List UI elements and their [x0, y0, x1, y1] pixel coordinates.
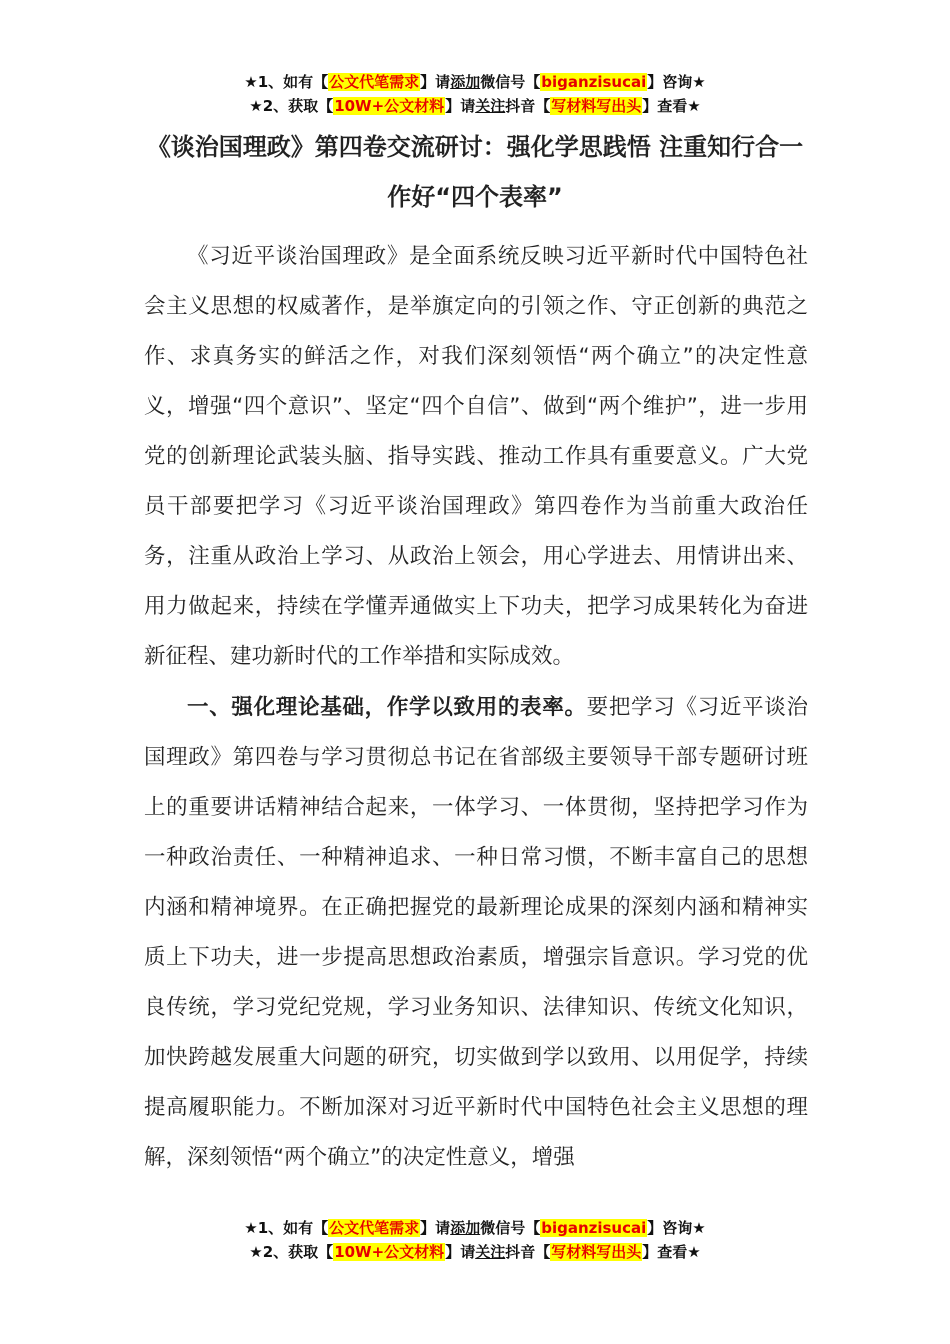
banner-text: 】请: [420, 1219, 451, 1237]
highlight-wechat-id: biganzisucai: [541, 73, 647, 91]
banner-text: 】请: [445, 97, 476, 115]
banner-line-2: [0, 94, 950, 118]
banner-text: 】请: [445, 1243, 476, 1261]
section-1-paragraph: [144, 683, 808, 1183]
banner-line-1: [0, 70, 950, 94]
highlight-materials: 10W+公文材料: [334, 1243, 445, 1261]
highlight-douyin-account: 写材料写出头: [551, 97, 642, 115]
banner-text: 微信号【: [480, 73, 541, 91]
banner-text: 抖音【: [505, 97, 551, 115]
highlight-ghostwriting: 公文代笔需求: [329, 73, 420, 91]
section-1-body: 要把学习《习近平谈治国理政》第四卷与学习贯彻总书记在省部级主要领导干部专题研讨班上的重要讲话精神结合起来，一体学习、一体贯彻，坚持把学习作为一种政治责任、一种精神追求、一种日常习惯，不断丰富自己的思想内涵和精神境界。在正确把握党的最新理论成果的深刻内涵和精神实质上下功夫，进一步提高思想政治素质，增强宗旨意识。学习党的优良传统，学习党纪党规，学习业务知识、法律知识、传统文化知识，加快跨越发展重大问题的研究，切实做到学以致用、以用促学，持续提高履职能力。不断加深对习近平新时代中国特色社会主义思想的理解，深刻领悟“两个确立”的决定性意义，增强: [144, 695, 808, 1170]
highlight-materials: 10W+公文材料: [334, 97, 445, 115]
banner-text: 抖音【: [505, 1243, 551, 1261]
banner-line-2: [0, 1240, 950, 1264]
banner-underlined-text: 添加: [450, 1219, 481, 1237]
banner-text: 微信号【: [480, 1219, 541, 1237]
banner-underlined-text: 关注: [475, 97, 506, 115]
banner-underlined-text: 关注: [475, 1243, 506, 1261]
intro-paragraph: 《习近平谈治国理政》是全面系统反映习近平新时代中国特色社会主义思想的权威著作，是举旗定向的引领之作、守正创新的典范之作、求真务实的鲜活之作，对我们深刻领悟“两个确立”的决定性意义，增强“四个意识”、坚定“四个自信”、做到“两个维护”，进一步用党的创新理论武装头脑、指导实践、推动工作具有重要意义。广大党员干部要把学习《习近平谈治国理政》第四卷作为当前重大政治任务，注重从政治上学习、从政治上领会，用心学进去、用情讲出来、用力做起来，持续在学懂弄通做实上下功夫，把学习成果转化为奋进新征程、建功新时代的工作举措和实际成效。: [144, 244, 808, 669]
footer-banner: [0, 1216, 950, 1264]
highlight-ghostwriting: 公文代笔需求: [329, 1219, 420, 1237]
banner-underlined-text: 添加: [450, 73, 481, 91]
header-banner: [0, 70, 950, 118]
highlight-wechat-id: biganzisucai: [541, 1219, 647, 1237]
banner-text: 】咨询★: [647, 1219, 706, 1237]
banner-text: ★1、如有【: [244, 1219, 329, 1237]
banner-text: 】请: [420, 73, 451, 91]
banner-text: ★2、获取【: [249, 97, 334, 115]
banner-text: ★2、获取【: [249, 1243, 334, 1261]
banner-text: ★1、如有【: [244, 73, 329, 91]
section-1-heading: 一、强化理论基础，作学以致用的表率。: [187, 695, 587, 720]
document-title: 《谈治国理政》第四卷交流研讨：强化学思践悟 注重知行合一 作好“四个表率”: [146, 133, 804, 211]
highlight-douyin-account: 写材料写出头: [551, 1243, 642, 1261]
banner-text: 】咨询★: [647, 73, 706, 91]
banner-text: 】查看★: [642, 1243, 701, 1261]
banner-line-1: [0, 1216, 950, 1240]
banner-text: 】查看★: [642, 97, 701, 115]
